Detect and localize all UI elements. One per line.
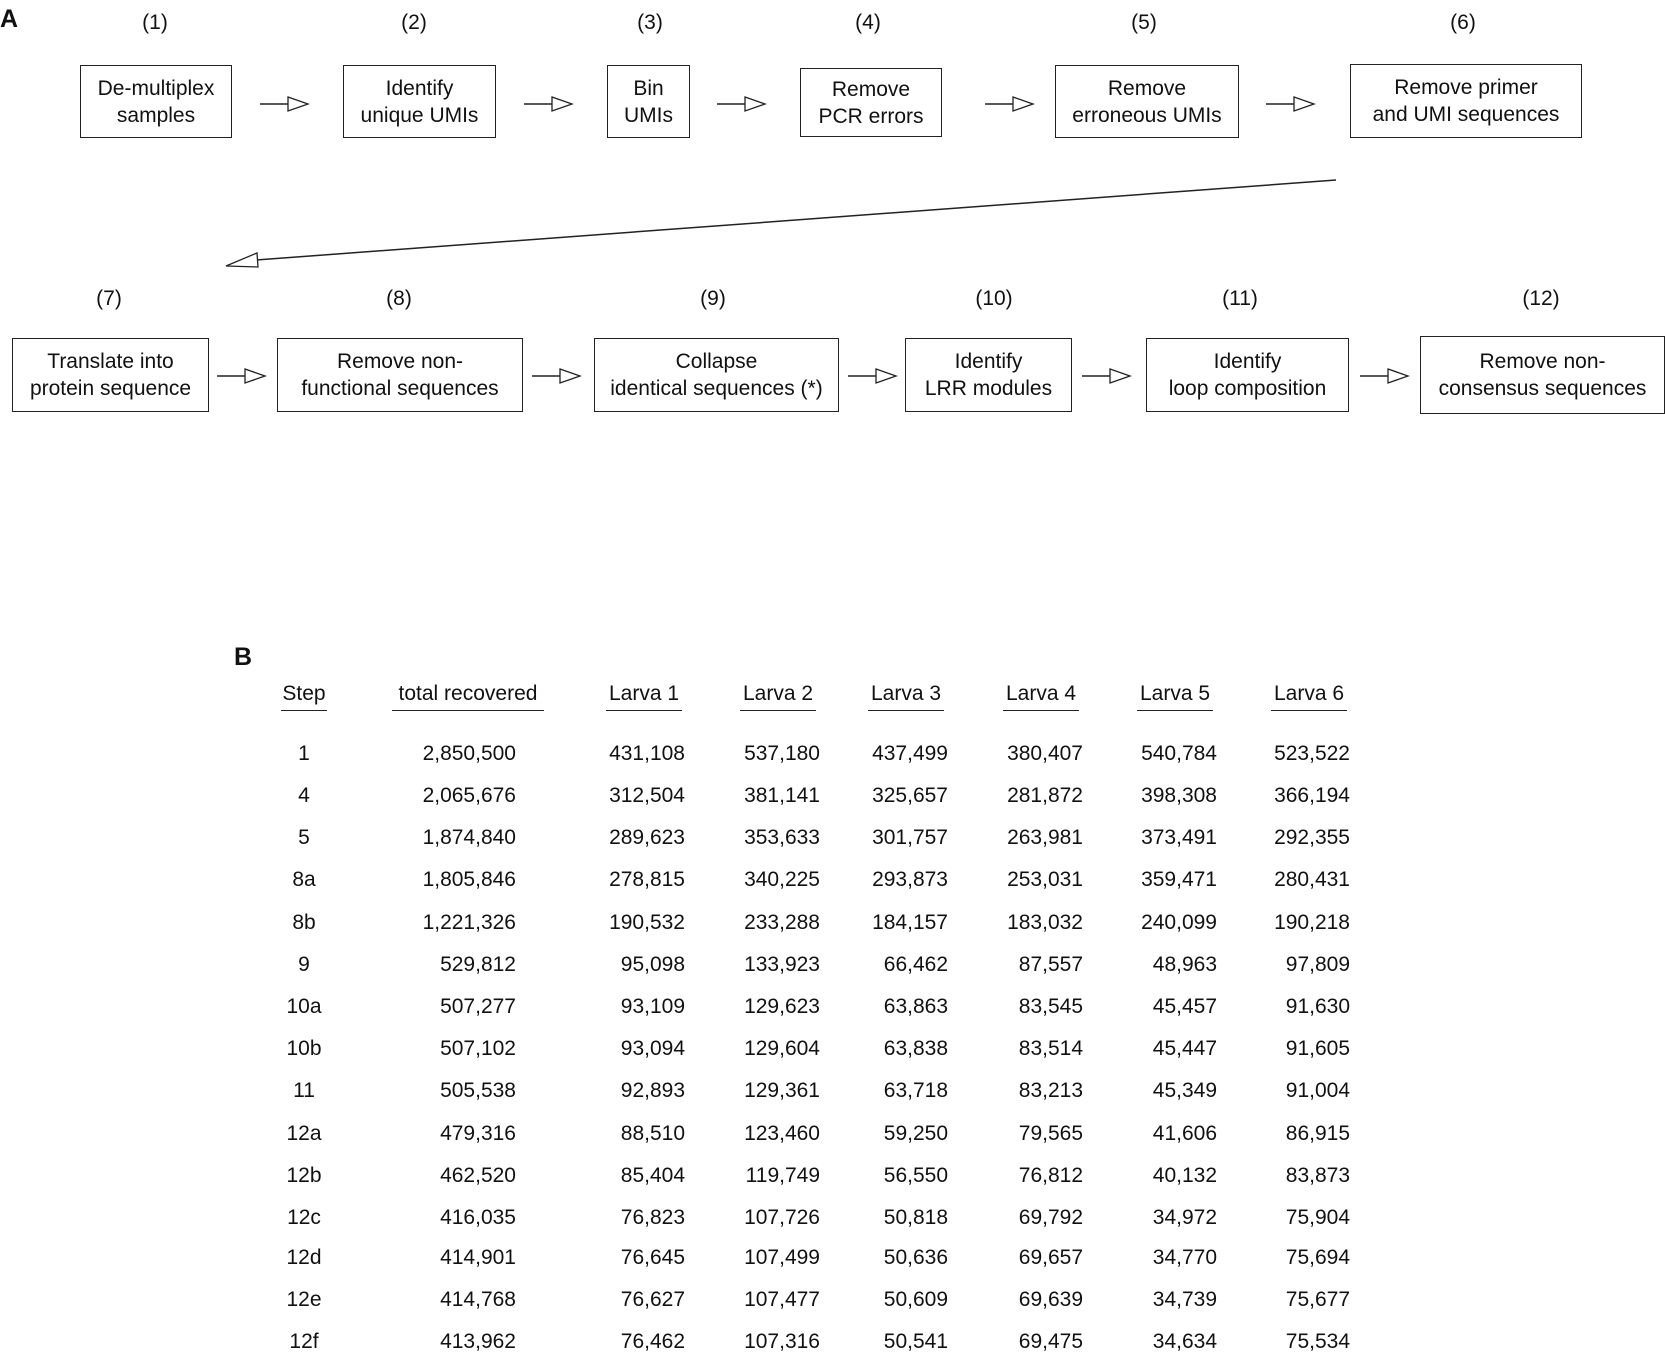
cell-larva-3: 66,462 bbox=[883, 953, 948, 976]
cell-larva-4: 263,981 bbox=[1007, 826, 1083, 849]
cell-total: 2,065,676 bbox=[422, 784, 516, 807]
cell-larva-6: 75,534 bbox=[1285, 1330, 1350, 1353]
header-rule-larva-2 bbox=[740, 710, 816, 711]
cell-step: 12d bbox=[286, 1246, 322, 1269]
cell-larva-6: 280,431 bbox=[1274, 868, 1350, 891]
header-rule-larva-5 bbox=[1137, 710, 1213, 711]
cell-larva-3: 50,609 bbox=[883, 1288, 948, 1311]
step-box-11: Identify loop composition bbox=[1146, 338, 1349, 412]
cell-larva-2: 129,361 bbox=[744, 1079, 820, 1102]
header-rule-step bbox=[281, 710, 327, 711]
cell-larva-3: 59,250 bbox=[883, 1122, 948, 1145]
cell-larva-1: 93,094 bbox=[620, 1037, 685, 1060]
arrow-5-6 bbox=[1266, 97, 1314, 111]
cell-larva-2: 123,460 bbox=[744, 1122, 820, 1145]
cell-larva-5: 34,770 bbox=[1152, 1246, 1217, 1269]
cell-step: 12f bbox=[289, 1330, 319, 1353]
cell-larva-1: 431,108 bbox=[609, 742, 685, 765]
step-number-5: (5) bbox=[1131, 11, 1157, 34]
cell-larva-2: 107,726 bbox=[744, 1206, 820, 1229]
cell-larva-2: 133,923 bbox=[744, 953, 820, 976]
cell-step: 12e bbox=[286, 1288, 322, 1311]
cell-larva-3: 184,157 bbox=[872, 911, 948, 934]
cell-total: 413,962 bbox=[440, 1330, 516, 1353]
cell-step: 1 bbox=[298, 742, 310, 765]
arrow-4-5 bbox=[985, 97, 1033, 111]
cell-total: 2,850,500 bbox=[422, 742, 516, 765]
step-number-1: (1) bbox=[142, 11, 168, 34]
step-number-2: (2) bbox=[401, 11, 427, 34]
cell-step: 10a bbox=[286, 995, 322, 1018]
cell-larva-2: 107,477 bbox=[744, 1288, 820, 1311]
header-rule-larva-6 bbox=[1271, 710, 1347, 711]
cell-larva-5: 45,349 bbox=[1152, 1079, 1217, 1102]
cell-total: 505,538 bbox=[440, 1079, 516, 1102]
header-larva-6: Larva 6 bbox=[1273, 682, 1345, 705]
cell-larva-2: 353,633 bbox=[744, 826, 820, 849]
arrow-9-10 bbox=[848, 369, 896, 383]
cell-larva-1: 92,893 bbox=[620, 1079, 685, 1102]
cell-larva-2: 537,180 bbox=[744, 742, 820, 765]
step-box-10: Identify LRR modules bbox=[905, 338, 1072, 412]
cell-larva-1: 95,098 bbox=[620, 953, 685, 976]
cell-larva-6: 523,522 bbox=[1274, 742, 1350, 765]
cell-larva-6: 190,218 bbox=[1274, 911, 1350, 934]
cell-larva-6: 292,355 bbox=[1274, 826, 1350, 849]
cell-larva-2: 381,141 bbox=[744, 784, 820, 807]
step-number-6: (6) bbox=[1450, 11, 1476, 34]
arrow-2-3 bbox=[524, 97, 572, 111]
cell-larva-5: 398,308 bbox=[1141, 784, 1217, 807]
cell-larva-5: 34,634 bbox=[1152, 1330, 1217, 1353]
arrow-1-2 bbox=[260, 97, 308, 111]
header-larva-2: Larva 2 bbox=[742, 682, 814, 705]
cell-larva-4: 83,213 bbox=[1018, 1079, 1083, 1102]
cell-larva-5: 373,491 bbox=[1141, 826, 1217, 849]
cell-larva-3: 50,541 bbox=[883, 1330, 948, 1353]
cell-larva-1: 190,532 bbox=[609, 911, 685, 934]
cell-larva-6: 83,873 bbox=[1285, 1164, 1350, 1187]
arrow-11-12 bbox=[1360, 369, 1408, 383]
step-number-11: (11) bbox=[1222, 287, 1258, 310]
cell-larva-4: 83,514 bbox=[1018, 1037, 1083, 1060]
step-number-10: (10) bbox=[975, 287, 1013, 310]
arrow-8-9 bbox=[532, 369, 580, 383]
step-box-9: Collapse identical sequences (*) bbox=[594, 338, 839, 412]
cell-larva-4: 281,872 bbox=[1007, 784, 1083, 807]
cell-larva-1: 85,404 bbox=[620, 1164, 685, 1187]
cell-larva-5: 40,132 bbox=[1152, 1164, 1217, 1187]
step-box-12: Remove non- consensus sequences bbox=[1420, 336, 1665, 414]
cell-step: 12b bbox=[286, 1164, 322, 1187]
step-box-4: Remove PCR errors bbox=[800, 68, 942, 137]
cell-step: 12a bbox=[286, 1122, 322, 1145]
header-larva-5: Larva 5 bbox=[1139, 682, 1211, 705]
cell-larva-1: 76,823 bbox=[620, 1206, 685, 1229]
step-number-9: (9) bbox=[700, 287, 726, 310]
cell-larva-3: 50,818 bbox=[883, 1206, 948, 1229]
header-larva-1: Larva 1 bbox=[608, 682, 680, 705]
cell-larva-4: 69,639 bbox=[1018, 1288, 1083, 1311]
cell-total: 1,874,840 bbox=[422, 826, 516, 849]
cell-larva-6: 75,677 bbox=[1285, 1288, 1350, 1311]
cell-larva-3: 63,838 bbox=[883, 1037, 948, 1060]
header-rule-larva-4 bbox=[1003, 710, 1079, 711]
step-box-7: Translate into protein sequence bbox=[12, 338, 209, 412]
cell-larva-5: 41,606 bbox=[1152, 1122, 1217, 1145]
cell-step: 8b bbox=[292, 911, 316, 934]
cell-step: 11 bbox=[293, 1079, 315, 1102]
cell-larva-5: 34,972 bbox=[1152, 1206, 1217, 1229]
arrow-10-11 bbox=[1082, 369, 1130, 383]
step-number-3: (3) bbox=[637, 11, 663, 34]
header-larva-4: Larva 4 bbox=[1005, 682, 1077, 705]
cell-larva-4: 79,565 bbox=[1018, 1122, 1083, 1145]
step-number-12: (12) bbox=[1522, 287, 1560, 310]
cell-step: 9 bbox=[298, 953, 310, 976]
cell-total: 414,901 bbox=[440, 1246, 516, 1269]
cell-total: 462,520 bbox=[440, 1164, 516, 1187]
cell-total: 1,221,326 bbox=[422, 911, 516, 934]
cell-larva-4: 83,545 bbox=[1018, 995, 1083, 1018]
cell-step: 5 bbox=[298, 826, 310, 849]
cell-larva-2: 107,316 bbox=[744, 1330, 820, 1353]
cell-larva-4: 69,475 bbox=[1018, 1330, 1083, 1353]
cell-step: 4 bbox=[298, 784, 310, 807]
header-rule-total bbox=[392, 710, 544, 711]
step-box-8: Remove non- functional sequences bbox=[277, 338, 523, 412]
arrow-6-7 bbox=[226, 180, 1336, 267]
cell-step: 8a bbox=[292, 868, 316, 891]
cell-larva-1: 312,504 bbox=[609, 784, 685, 807]
panel-a-label: A bbox=[0, 5, 19, 33]
cell-larva-2: 340,225 bbox=[744, 868, 820, 891]
panel-b-label: B bbox=[234, 643, 253, 671]
cell-larva-3: 63,718 bbox=[883, 1079, 948, 1102]
cell-larva-3: 56,550 bbox=[883, 1164, 948, 1187]
header-larva-3: Larva 3 bbox=[870, 682, 942, 705]
cell-larva-3: 293,873 bbox=[872, 868, 948, 891]
header-rule-larva-1 bbox=[606, 710, 682, 711]
cell-step: 12c bbox=[287, 1206, 321, 1229]
cell-larva-6: 91,004 bbox=[1285, 1079, 1350, 1102]
cell-larva-6: 75,694 bbox=[1285, 1246, 1350, 1269]
cell-total: 507,277 bbox=[440, 995, 516, 1018]
cell-larva-5: 45,447 bbox=[1152, 1037, 1217, 1060]
step-box-1: De-multiplex samples bbox=[80, 65, 232, 138]
cell-larva-5: 45,457 bbox=[1152, 995, 1217, 1018]
step-number-7: (7) bbox=[96, 287, 122, 310]
header-total: total recovered bbox=[398, 682, 538, 705]
cell-larva-2: 129,604 bbox=[744, 1037, 820, 1060]
cell-larva-6: 86,915 bbox=[1285, 1122, 1350, 1145]
cell-larva-1: 76,627 bbox=[620, 1288, 685, 1311]
cell-total: 414,768 bbox=[440, 1288, 516, 1311]
cell-larva-5: 48,963 bbox=[1152, 953, 1217, 976]
cell-larva-1: 278,815 bbox=[609, 868, 685, 891]
cell-total: 1,805,846 bbox=[422, 868, 516, 891]
cell-larva-4: 69,657 bbox=[1018, 1246, 1083, 1269]
cell-larva-6: 91,630 bbox=[1285, 995, 1350, 1018]
step-box-5: Remove erroneous UMIs bbox=[1055, 65, 1239, 138]
cell-larva-1: 76,645 bbox=[620, 1246, 685, 1269]
cell-larva-5: 359,471 bbox=[1141, 868, 1217, 891]
cell-larva-6: 91,605 bbox=[1285, 1037, 1350, 1060]
cell-larva-2: 119,749 bbox=[745, 1164, 820, 1187]
arrow-7-8 bbox=[217, 369, 265, 383]
cell-larva-4: 87,557 bbox=[1018, 953, 1083, 976]
cell-total: 529,812 bbox=[440, 953, 516, 976]
cell-larva-4: 183,032 bbox=[1007, 911, 1083, 934]
cell-larva-5: 34,739 bbox=[1152, 1288, 1217, 1311]
header-step: Step bbox=[282, 682, 326, 705]
cell-larva-5: 240,099 bbox=[1141, 911, 1217, 934]
cell-larva-6: 366,194 bbox=[1274, 784, 1350, 807]
cell-larva-6: 97,809 bbox=[1285, 953, 1350, 976]
cell-larva-3: 50,636 bbox=[883, 1246, 948, 1269]
arrow-3-4 bbox=[717, 97, 765, 111]
cell-larva-4: 253,031 bbox=[1007, 868, 1083, 891]
cell-larva-3: 301,757 bbox=[872, 826, 948, 849]
step-number-4: (4) bbox=[855, 11, 881, 34]
step-number-8: (8) bbox=[386, 287, 412, 310]
cell-larva-1: 76,462 bbox=[620, 1330, 685, 1353]
cell-larva-4: 380,407 bbox=[1007, 742, 1083, 765]
cell-total: 416,035 bbox=[440, 1206, 516, 1229]
cell-total: 479,316 bbox=[440, 1122, 516, 1145]
cell-larva-2: 233,288 bbox=[744, 911, 820, 934]
cell-larva-6: 75,904 bbox=[1285, 1206, 1350, 1229]
step-box-3: Bin UMIs bbox=[607, 65, 690, 138]
step-box-6: Remove primer and UMI sequences bbox=[1350, 64, 1582, 138]
header-rule-larva-3 bbox=[868, 710, 944, 711]
cell-larva-2: 107,499 bbox=[744, 1246, 820, 1269]
cell-larva-5: 540,784 bbox=[1141, 742, 1217, 765]
cell-larva-3: 437,499 bbox=[872, 742, 948, 765]
cell-larva-3: 325,657 bbox=[872, 784, 948, 807]
cell-step: 10b bbox=[286, 1037, 322, 1060]
cell-larva-1: 88,510 bbox=[620, 1122, 685, 1145]
cell-larva-2: 129,623 bbox=[744, 995, 820, 1018]
cell-total: 507,102 bbox=[440, 1037, 516, 1060]
cell-larva-4: 76,812 bbox=[1018, 1164, 1083, 1187]
cell-larva-1: 289,623 bbox=[609, 826, 685, 849]
cell-larva-3: 63,863 bbox=[883, 995, 948, 1018]
step-box-2: Identify unique UMIs bbox=[343, 65, 496, 138]
cell-larva-1: 93,109 bbox=[620, 995, 685, 1018]
cell-larva-4: 69,792 bbox=[1018, 1206, 1083, 1229]
